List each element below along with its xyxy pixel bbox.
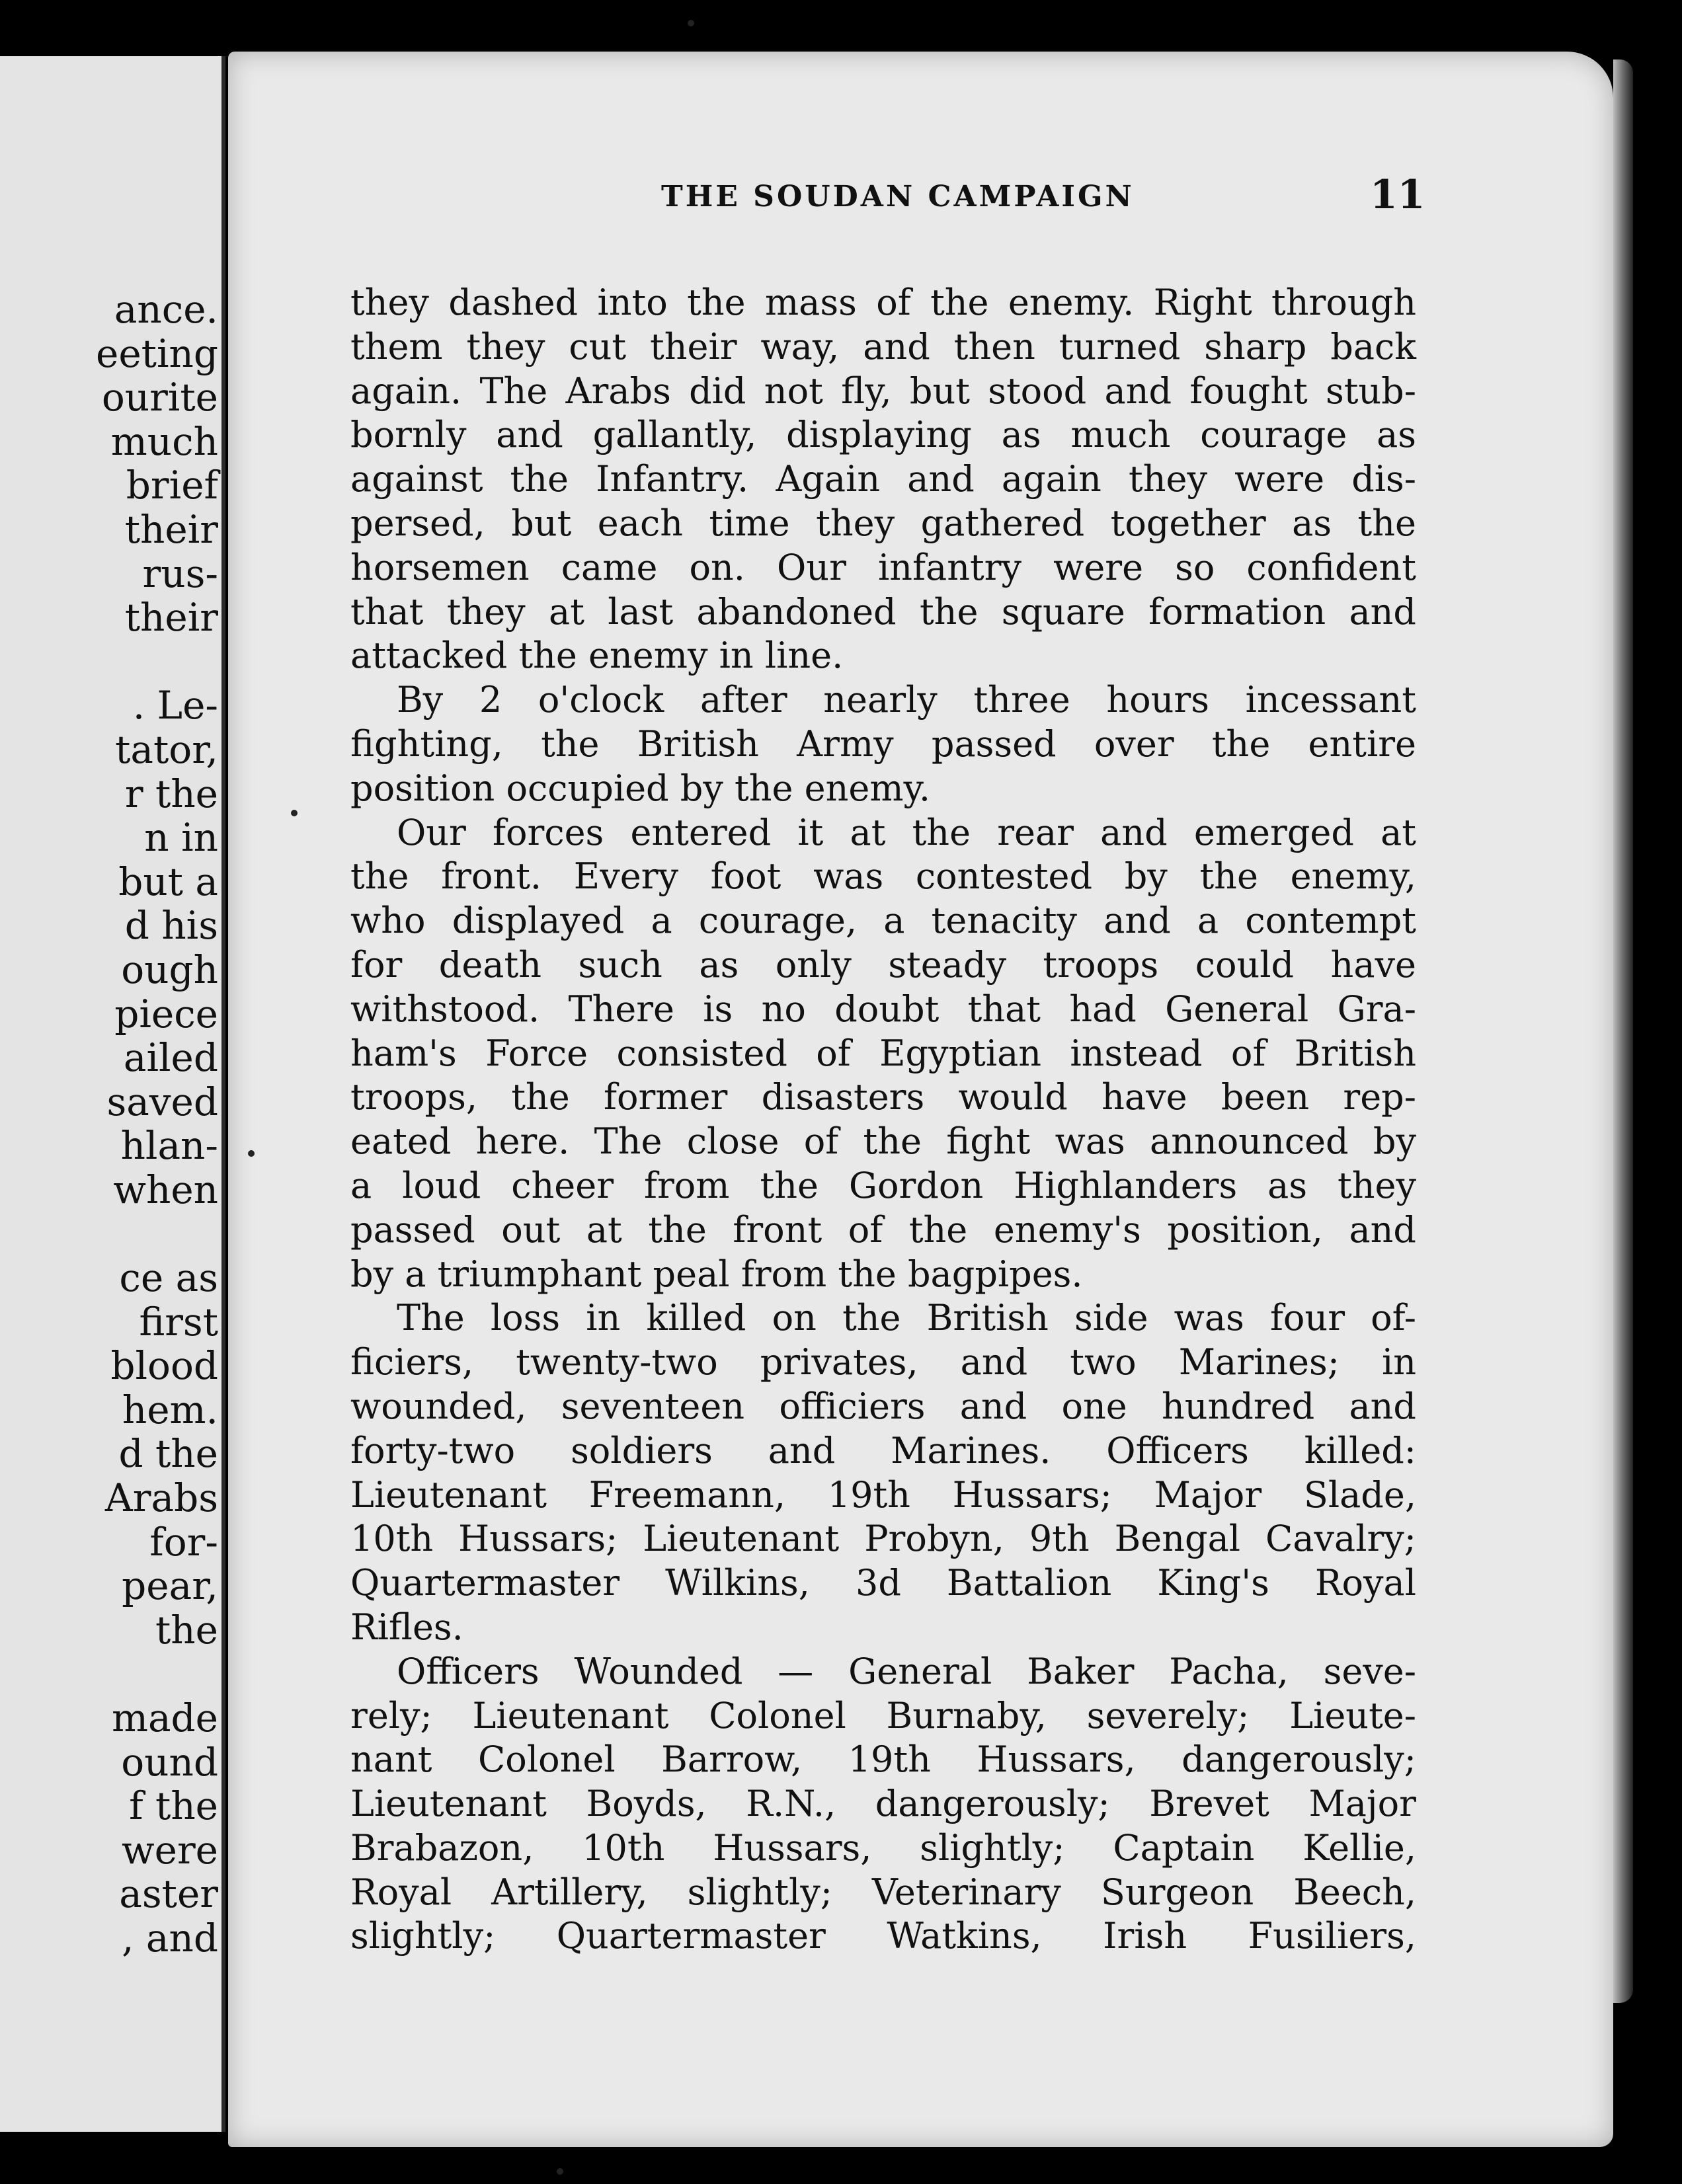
text-line: Quartermaster Wilkins, 3d Battalion King's Royal (350, 1562, 1416, 1604)
left-page-line: hlan- (120, 1123, 218, 1169)
text-line: by a triumphant peal from the bagpipes. (350, 1253, 1083, 1295)
text-line: slightly; Quartermaster Watkins, Irish Fusiliers, (350, 1915, 1416, 1957)
left-page-line: their (124, 506, 218, 552)
text-line: for death such as only steady troops could have (350, 943, 1416, 986)
left-page-line: f the (129, 1783, 218, 1829)
left-page-line: their (124, 595, 218, 641)
left-page-line: brief (126, 463, 218, 508)
left-page-line: when (113, 1167, 218, 1212)
text-line: them they cut their way, and then turned sharp back (350, 325, 1416, 368)
left-page-line: made (111, 1696, 218, 1740)
text-line: horsemen came on. Our infantry were so confident (350, 546, 1416, 588)
text-line: position occupied by the enemy. (350, 767, 931, 809)
left-page-line: . Le- (132, 683, 218, 728)
text-line: nant Colonel Barrow, 19th Hussars, dangerously; (350, 1738, 1416, 1781)
text-line: Brabazon, 10th Hussars, slightly; Captain Kellie, (350, 1826, 1416, 1869)
left-page-line: but a (118, 859, 218, 904)
left-page-line: pear, (122, 1563, 218, 1609)
left-page-line: hem. (122, 1387, 218, 1432)
text-line: rely; Lieutenant Colonel Burnaby, severely; Lieute- (350, 1694, 1416, 1736)
text-line: wounded, seventeen officiers and one hundred and (350, 1385, 1416, 1427)
text-line: The loss in killed on the British side was four of- (397, 1297, 1416, 1339)
left-page-line (0, 1212, 218, 1256)
left-page-line: the (155, 1607, 218, 1653)
left-page-line: rus- (142, 551, 218, 596)
text-line: persed, but each time they gathered together as the (350, 502, 1416, 544)
running-head: THE SOUDAN CAMPAIGN (661, 180, 1135, 214)
left-page-line: ourite (101, 375, 218, 420)
text-line: By 2 o'clock after nearly three hours incessant (397, 679, 1416, 721)
left-page-line: aster (119, 1871, 218, 1917)
left-page-line: first (139, 1299, 218, 1345)
text-line: Lieutenant Freemann, 19th Hussars; Major Slade, (350, 1473, 1416, 1516)
text-line: bornly and gallantly, displaying as much courage as (350, 414, 1416, 456)
text-line: they dashed into the mass of the enemy. Right through (350, 282, 1416, 323)
left-page-line: ance. (114, 287, 218, 332)
left-page-line: r the (124, 771, 218, 816)
text-line: 10th Hussars; Lieutenant Probyn, 9th Bengal Cavalry; (350, 1518, 1416, 1560)
text-line: Lieutenant Boyds, R.N., dangerously; Brevet Major (350, 1783, 1416, 1825)
ink-speck (291, 810, 298, 816)
text-line: who displayed a courage, a tenacity and a contempt (350, 900, 1416, 942)
left-page-line: , and (122, 1915, 218, 1961)
text-line: Our forces entered it at the rear and emerged at (397, 811, 1416, 853)
left-page-line (0, 640, 218, 684)
text-line: withstood. There is no doubt that had General Gra- (350, 988, 1416, 1030)
left-facing-page (0, 56, 225, 2132)
left-page-text (0, 288, 218, 1961)
left-page-line: d the (118, 1431, 218, 1477)
text-line: against the Infantry. Again and again they were dis- (350, 458, 1416, 500)
left-page-line: much (110, 418, 218, 464)
left-page-line: for- (149, 1519, 218, 1565)
text-line: eated here. The close of the fight was announced by (350, 1120, 1416, 1163)
left-page-line: tator, (115, 726, 218, 772)
text-line: ficiers, twenty-two privates, and two Marines; in (350, 1341, 1416, 1384)
left-page-line: Arabs (104, 1475, 218, 1521)
page-edge (1613, 59, 1633, 2003)
left-page-line: were (121, 1827, 218, 1873)
text-line: a loud cheer from the Gordon Highlanders as they (350, 1164, 1416, 1206)
left-page-line: ailed (123, 1035, 218, 1081)
text-line: the front. Every foot was contested by the enemy, (350, 855, 1416, 898)
text-line: attacked the enemy in line. (350, 635, 844, 677)
ink-speck (688, 20, 694, 26)
ink-speck (248, 1150, 255, 1157)
left-page-line: d his (124, 903, 218, 949)
ink-speck (557, 2168, 563, 2175)
left-page-line: blood (110, 1343, 218, 1389)
left-page-line: eeting (96, 331, 218, 376)
text-line: troops, the former disasters would have been rep- (350, 1076, 1416, 1118)
text-line: ham's Force consisted of Egyptian instead of British (350, 1032, 1416, 1074)
text-line: fighting, the British Army passed over the entire (350, 722, 1416, 765)
left-page-line: ough (121, 947, 218, 992)
text-line: Officers Wounded — General Baker Pacha, seve- (397, 1650, 1416, 1692)
text-line: Royal Artillery, slightly; Veterinary Surgeon Beech, (350, 1871, 1416, 1913)
left-page-line: ce as (119, 1255, 218, 1301)
left-page-line: saved (106, 1079, 218, 1124)
left-page-line: ound (121, 1739, 218, 1785)
text-line: Rifles. (350, 1606, 463, 1648)
body-text (350, 281, 1416, 1959)
left-page-line (0, 1652, 218, 1696)
left-page-line: n in (144, 815, 218, 861)
text-line: that they at last abandoned the square formation and (350, 590, 1416, 633)
page-number: 11 (1370, 172, 1425, 218)
text-line: passed out at the front of the enemy's position, and (350, 1208, 1416, 1251)
left-page-line: piece (114, 991, 218, 1036)
text-line: forty-two soldiers and Marines. Officers killed: (350, 1429, 1416, 1471)
text-line: again. The Arabs did not fly, but stood and fought stub- (350, 370, 1416, 412)
